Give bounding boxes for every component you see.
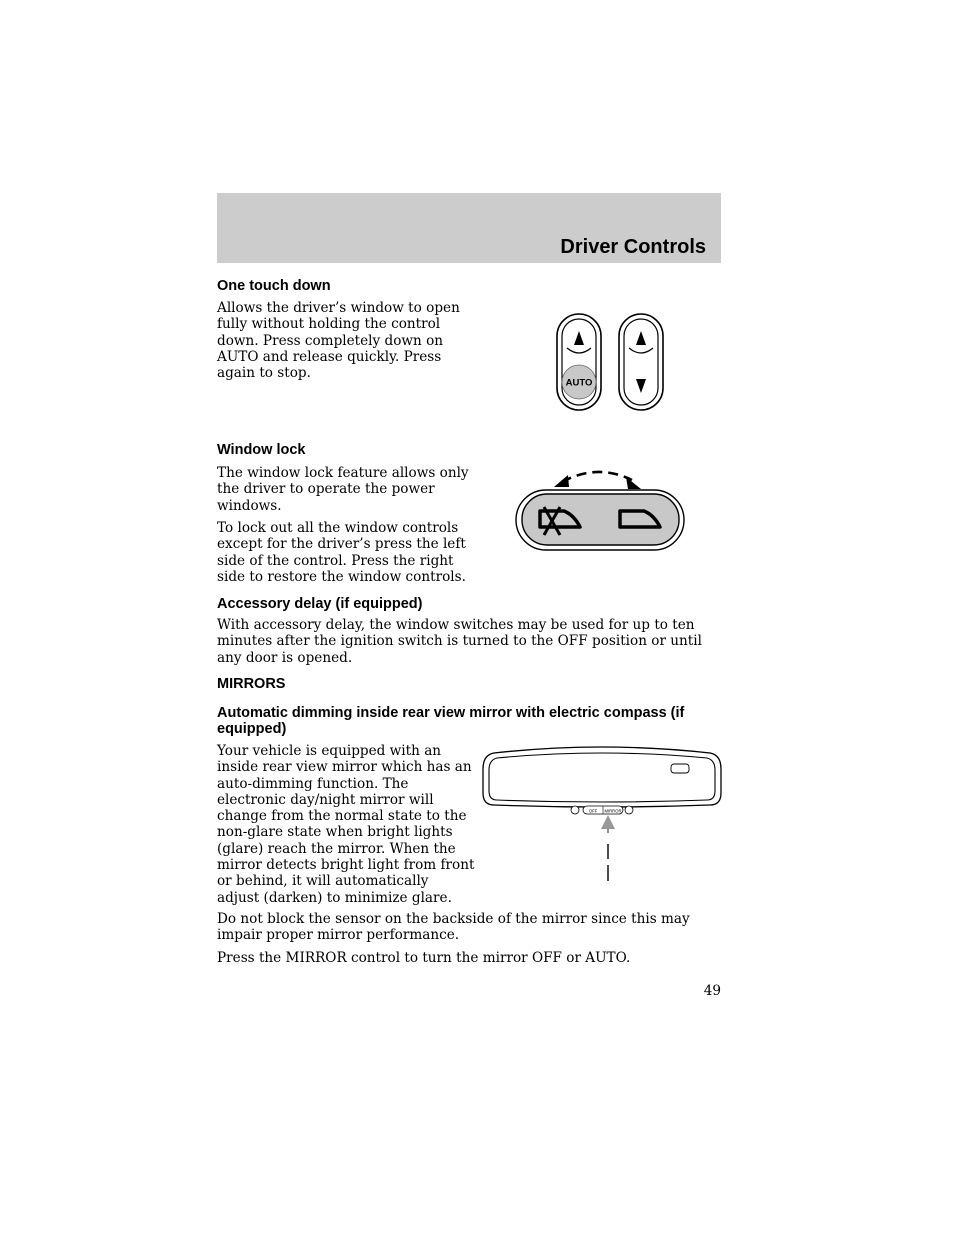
auto-label: AUTO (565, 377, 593, 389)
page-number: 49 (703, 983, 721, 999)
sensor-icon (625, 806, 633, 814)
mirror-mode-label: MIRROR (604, 808, 622, 814)
mirror-off-label: OFF (588, 808, 598, 814)
one-touch-down-text: Allows the driver’s window to open fully without holding the control down. Press completely down on AUTO and release quickly. Press again to stop. (217, 300, 460, 382)
window-lock-text-2: To lock out all the window controls except for the driver’s press the left side of the control. Press the right side to restore the window controls. (217, 520, 466, 585)
auto-dimming-text-2: Do not block the sensor on the backside of the mirror since this may impair proper mirror performance. (217, 911, 690, 944)
heading-mirrors: MIRRORS (217, 676, 286, 692)
accessory-delay-text: With accessory delay, the window switches may be used for up to ten minutes after the ignition switch is turned to the OFF position or until any door is opened. (217, 617, 702, 666)
header-band (217, 193, 721, 263)
heading-auto-dimming-mirror: Automatic dimming inside rear view mirror with electric compass (if equipped) (217, 705, 685, 737)
heading-accessory-delay: Accessory delay (if equipped) (217, 596, 423, 612)
rear-view-mirror-illustration (480, 743, 724, 885)
window-lock-text-1: The window lock feature allows only the driver to operate the power windows. (217, 465, 469, 514)
heading-window-lock: Window lock (217, 442, 306, 458)
indicator-light-icon (571, 806, 579, 814)
auto-dimming-text-3: Press the MIRROR control to turn the mirror OFF or AUTO. (217, 950, 631, 966)
page-section-title: Driver Controls (560, 236, 706, 258)
pointer-arrow-icon (601, 815, 615, 829)
auto-dimming-text-1: Your vehicle is equipped with an inside rear view mirror which has an auto-dimming function. The electronic day/night mirror will change from the normal state to the non-glare state when bright lights (glare) reach the mirror. When the mirror detects bright light from front or behind, it will automatically adjust (darken) to minimize glare. (217, 743, 475, 906)
window-lock-switch-illustration (514, 465, 686, 553)
arrow-left-icon (554, 475, 569, 487)
window-switch-illustration (555, 310, 667, 414)
heading-one-touch-down: One touch down (217, 278, 331, 294)
